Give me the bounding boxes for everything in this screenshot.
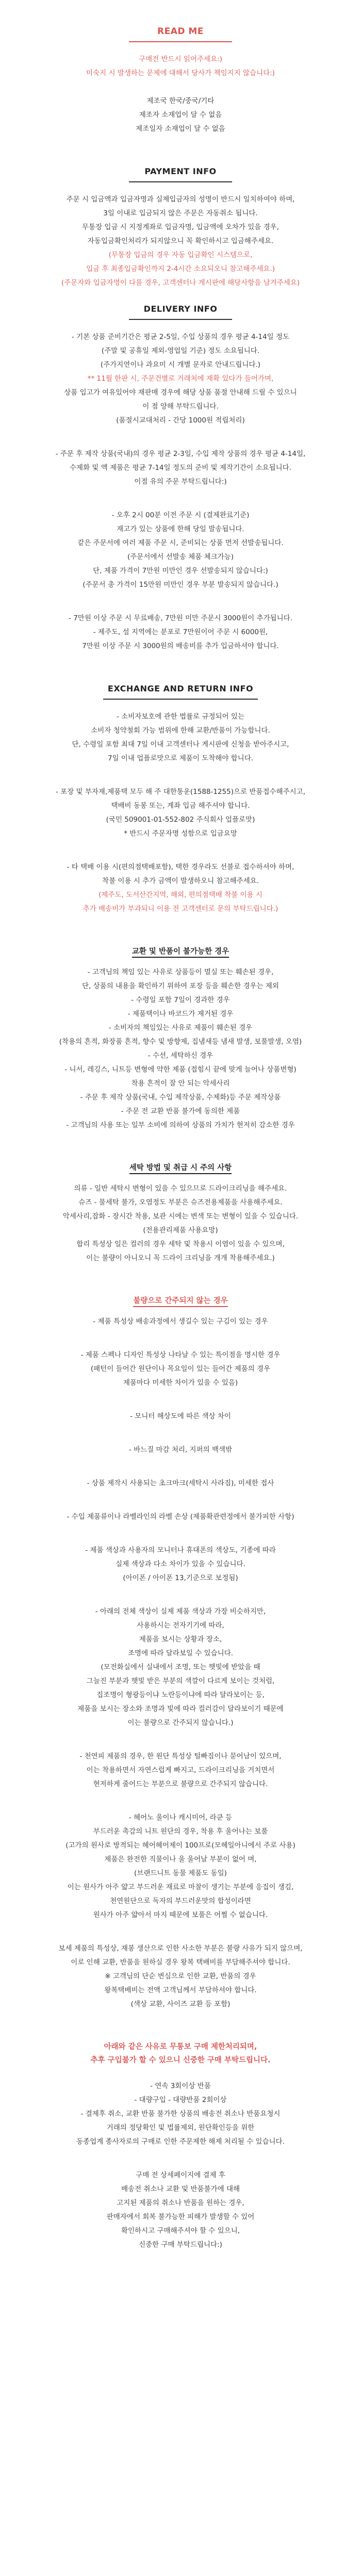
not-defect-block [28, 1544, 333, 1585]
text-line: 상품 입고가 여유있어야 재판매 경우에 해당 상품 품절 안내해 드릴 수 있으니 [64, 388, 297, 397]
not-defect-block [28, 1942, 333, 2011]
text-line: (모전화실에서 실내에서 조명, 또는 햇빛에 받았을 때 [101, 1663, 260, 1671]
payment-underline [129, 181, 232, 182]
delivery-block-4 [28, 612, 333, 653]
exchange-title: EXCHANGE AND RETURN INFO [107, 684, 254, 693]
text-line: 추가 배송비가 부과되니 이용 전 고객센터로 문의 부탁드립니다.) [83, 905, 278, 913]
text-line: 부드러운 촉감의 니트 원단의 경우, 착용 후 울어나는 보풀 [93, 1827, 268, 1836]
text-line: (주문서에서 선발송 체품 체크가능) [127, 553, 234, 561]
text-line: - 천연피 제품의 경우, 한 원단 특성상 털빠짐이나 묻어남이 있으며, [79, 1752, 282, 1760]
text-line: 주문 시 입금액과 입금자명과 실제입금자의 성명이 반드시 일치하여야 하며, [66, 195, 295, 204]
text-line: 배송전 취소나 교환 및 반품불가에 대해 [121, 2185, 240, 2193]
text-line: 착용 흔적이 잘 안 되는 악세사리 [131, 1079, 230, 1088]
text-line: 의류 - 일반 세탁시 변형이 있을 수 있으므로 드라이크리닝을 해주세요. [74, 1184, 287, 1193]
restriction-block-2 [28, 2168, 333, 2252]
text-line: 판매자에서 회복 불가능한 피해가 발생할 수 있어 [106, 2213, 255, 2221]
text-line: 소비자 청약철회 가능 범위에 한해 교환/반품이 가능합니다. [91, 726, 270, 735]
no-return-body [28, 965, 333, 1132]
text-line: 사용하시는 전자기기에 따라, [137, 1621, 224, 1630]
text-line: 제품을 보시는 상황과 장소, [139, 1635, 222, 1643]
not-defect-block [28, 1510, 333, 1524]
restriction-block-1 [28, 2079, 333, 2149]
delivery-block-3 [28, 509, 333, 592]
not-defect-blocks [28, 1315, 333, 2011]
text-line: 같은 주문서에 여러 제품 주문 시, 준비되는 상품 먼저 선발송됩니다. [77, 539, 284, 547]
text-line: 확인하시고 구매해주셔야 할 수 있으니, [121, 2227, 240, 2235]
text-line: * 반드시 주문자명 성함으로 입금요망 [124, 829, 237, 838]
text-line: - 주문 전 교환 반품 불가에 동의한 제품 [121, 1107, 240, 1115]
readme-section [28, 25, 333, 136]
delivery-underline [129, 319, 232, 320]
text-line: 미숙지 시 발생하는 문제에 대해서 당사가 책임지지 않습니다:) [86, 69, 275, 77]
text-line: - 제주도, 섬 지역에는 분포로 7만원이어 주문 시 6000원, [93, 628, 268, 636]
text-line: 자동입금확인처리가 되지않으니 꼭 확인하시고 입금해주세요. [87, 237, 274, 245]
no-return-heading [28, 945, 333, 958]
payment-body [28, 193, 333, 290]
text-line: 집조명이 형광등이냐 노란등이냐에 따라 달라보이는 등, [96, 1691, 265, 1699]
text-line: 고지된 제품의 취소나 반품을 원하는 경우, [117, 2199, 244, 2207]
exchange-section [28, 682, 333, 916]
text-line: - 제품택이나 바코드가 제거된 경우 [127, 1010, 234, 1018]
text-line: - 주문 후 제작 상품(국내)의 경우 평균 2-3일, 수입 제작 상품의 경우 평균 4-14일, [55, 450, 306, 458]
text-line: - 제품 스펙나 디자인 특성상 나타날 수 있는 특이점을 명시한 경우 [80, 1351, 281, 1359]
text-line: 이로 인해 교환, 반품을 원하실 경우 왕복 택배비를 부담해주셔야 합니다. [71, 1958, 290, 1967]
wash-section [28, 1161, 333, 1265]
not-defect-block [28, 1750, 333, 1791]
text-line: 이는 불량이 아니오니 꼭 드라이 크리닝을 개개 착용해주세요.) [86, 1254, 275, 1262]
text-line: 보세 제품의 특성상, 재봉 생산으로 인한 사소한 부분은 불량 사유가 되지 않으며, [58, 1944, 303, 1953]
no-return-title: 교환 및 반품이 불가능한 경우 [132, 947, 229, 958]
not-defect-block [28, 1811, 333, 1922]
text-line: 신중한 구매 부탁드립니다:) [139, 2241, 222, 2249]
text-line: 7일 이내 업플로맛으로 제품이 도착해야 합니다. [107, 754, 254, 762]
text-line: 원사가 아주 얇아서 마지 때문에 보풀은 어쩔 수 없습니다. [93, 1911, 268, 1919]
delivery-block-1 [28, 330, 333, 428]
wash-title: 세탁 방법 및 취급 시 주의 사항 [129, 1164, 232, 1174]
text-line: 이점 유의 주문 부탁드립니다:) [134, 478, 227, 486]
not-defect-block [28, 1477, 333, 1490]
delivery-heading [28, 302, 333, 323]
text-line: - 수선, 세탁하신 경우 [147, 1052, 214, 1060]
text-line: 3일 이내로 입금되지 않은 주문은 자동취소 됩니다. [103, 209, 258, 217]
restriction-title-line-1: 아래와 같은 사유로 무통보 구매 제한처리되며, [104, 2043, 257, 2051]
text-line: (품절시교대처리 - 간당 1000원 적립처리) [116, 416, 245, 425]
restriction-title-line-2: 추후 구입불가 할 수 있으니 신중한 구매 부탁드립니다. [90, 2056, 271, 2064]
text-line: 이 점 양해 부탁드립니다. [142, 402, 219, 411]
text-line: 제품을 보시는 장소와 조명과 빛에 따라 컬러감이 달라보이기 때문에 [77, 1705, 284, 1713]
text-line: - 소비자의 책임있는 사유로 제품이 훼손된 경우 [108, 1024, 253, 1032]
payment-title: PAYMENT INFO [144, 166, 217, 176]
text-line: - 바느질 마감 처리, 지퍼의 백색밖 [128, 1446, 233, 1454]
not-defect-heading [28, 1294, 333, 1308]
text-line: 거래의 정당확인 및 법률제외, 원단확인등을 위한 [106, 2124, 255, 2132]
text-line: (브랜드니트 동물 제품도 동일) [134, 1869, 227, 1877]
text-line: 수제화 및 액 제품은 평균 7-14일 정도의 준비 및 제작기간이 소요됩니다. [70, 464, 291, 472]
readme-underline [129, 41, 232, 42]
text-line: - 소비자보호에 관한 법률로 규정되어 있는 [116, 713, 245, 721]
text-line: - 상품 제작시 사용되는 초크마크(세탁시 사라짐), 미세한 접사 [87, 1479, 274, 1487]
text-line: (주말 및 공휴일 제외-영업일 기준) 정도 소요됩니다. [101, 347, 260, 355]
text-line: ※ 고객님의 단순 변심으로 인한 교환, 반품의 경우 [105, 1972, 256, 1980]
text-line: 착불 이용 시 추가 금액이 발생하오니 참고해주세요. [102, 877, 259, 885]
text-line: ** 11월 한판 시, 주문건별로 거래처에 재확 있다가 들어가며, [87, 375, 274, 383]
text-line: (색상 교환, 사이즈 교환 등 포함) [130, 2000, 231, 2008]
text-line [28, 80, 333, 94]
text-line: - 모니터 해상도에 따른 색상 차이 [130, 1412, 231, 1420]
text-line: - 제품 특성상 배송과정에서 생길수 있는 구김이 있는 경우 [93, 1317, 268, 1326]
text-line: - 니서, 레깅스, 니트등 변형에 약한 제품 (접힘시 끝에 맞게 늘어나 상품변형) [64, 1065, 297, 1074]
exchange-heading [28, 682, 333, 703]
text-line: 제조자 소재업이 달 수 없음 [139, 111, 222, 119]
text-line: (아이폰 / 아이폰 13,기준으로 보정됨) [123, 1574, 238, 1582]
text-line: (국민 509001-01-552-802 주식회사 업플로맛) [106, 816, 255, 824]
delivery-block-2 [28, 447, 333, 489]
wash-body [28, 1182, 333, 1265]
text-line: 제품은 완전한 직물이나 울 울어날 부분이 없어 며, [104, 1855, 257, 1863]
text-line: 슈즈 - 물세탁 불가, 오염정도 부분은 슈즈전용제품을 사용해주세요. [78, 1198, 283, 1207]
text-line: (주가지연이나 과요미 시 개별 문자로 안내드립니다.) [100, 361, 261, 369]
wash-heading [28, 1161, 333, 1175]
text-line: - 기본 상품 준비기간은 평균 2-5일, 수입 상품의 경우 평균 4-14일 정도 [71, 333, 290, 341]
text-line: (고가의 원사로 방적되는 헤어헤어제이 100프로(모헤일아니에서 주로 사용) [65, 1841, 296, 1850]
text-line: - 아래의 전체 색상이 실제 제품 색상과 가장 비슷하지만, [95, 1607, 266, 1616]
not-defect-block [28, 1315, 333, 1329]
text-line: 택배비 동봉 또는, 계좌 입금 해주셔야 합니다. [111, 802, 250, 810]
text-line: - 포장 및 부자재,제품택 모두 해 주 대한통운(1588-1255)으로 반품접수해주시고, [55, 788, 305, 796]
text-line: 단, 제품 가격이 7만원 미만인 경우 선발송되지 않습니다:) [93, 567, 268, 575]
text-line: - 타 택배 이용 시(편의점택배포함), 택한 경우라도 선불로 접수하셔야 하며, [67, 863, 294, 871]
text-line: 무통장 입금 시 지정계좌로 입금자명, 입금액에 오차가 있을 경우, [82, 223, 279, 231]
no-return-section [28, 945, 333, 1132]
text-line: 제조국 한국/중국/기타 [146, 97, 215, 105]
text-line: (주문자와 입금자명이 다를 경우, 고객센터나 게시판에 해당사항을 남겨주세요) [61, 279, 300, 287]
payment-heading [28, 165, 333, 185]
text-line: - 연속 3회이상 반품 [150, 2082, 211, 2090]
text-line: - 고객님의 사용 또는 일부 소비에 의하여 상품의 가치가 현저히 감소한 경우 [66, 1121, 295, 1129]
not-defect-section [28, 1294, 333, 2011]
text-line: (주문서 총 가격이 15만원 미만인 경우 부분 발송되지 않습니다.) [83, 581, 278, 589]
text-line: 구매전 반드시 읽어주세요:) [139, 55, 222, 63]
text-line: 제품마다 미세한 차이가 있을 수 있음) [123, 1379, 238, 1387]
readme-title: READ ME [157, 26, 204, 37]
not-defect-block [28, 1348, 333, 1390]
not-defect-block [28, 1410, 333, 1423]
text-line: 악세사리,잡화 - 장시간 착용, 보관 시에는 변색 또는 변형이 있을 수 있습니다. [62, 1212, 299, 1221]
text-line: 동종업계 종사자로의 구매로 인한 주문제한 해제 처리될 수 있습니다. [76, 2138, 285, 2146]
text-line: 현저하게 줄어드는 부분으로 불량으로 간주되지 않습니다. [93, 1780, 268, 1788]
text-line: - 7만원 이상 주문 시 무료배송, 7만원 미만 주문시 3000원이 추가됩니다. [69, 614, 292, 622]
text-line: 그늘진 부분과 햇빛 받은 부분의 색깔이 다르게 보이는 것처럼, [86, 1677, 275, 1685]
text-line: (착용의 흔적, 화장품 흔적, 향수 및 방향제, 집냄새등 냄새 발생, 보풀발생, 오염) [59, 1038, 302, 1046]
exchange-block-2 [28, 785, 333, 841]
delivery-section [28, 302, 333, 653]
restriction-section [28, 2040, 333, 2252]
exchange-block-1 [28, 710, 333, 766]
text-line: - 대량구입 - 대량반품 2회이상 [134, 2096, 227, 2104]
text-line: 이는 불량으로 간주되지 않습니다.) [127, 1719, 234, 1727]
text-line: (무통장 입금의 경우 자동 입금확인 시스템으로, [108, 251, 253, 259]
text-line: - 주문 후 제작 상품(국내, 수입 제작상품, 수제화)등 주문 제작상품 [80, 1093, 281, 1101]
text-line: - 제품 색상과 사용자의 모니터나 휴대폰의 색상도, 기종에 따라 [85, 1546, 276, 1554]
text-line: 7만원 이상 주문 시 3000원의 배송비를 추가 입금하셔야 합니다. [82, 642, 279, 650]
text-line: 재고가 있는 상품에 한해 당일 발송됩니다. [117, 525, 244, 533]
text-line: 합리 특성상 일은 컬러의 경우 세탁 및 착용시 이염이 있을 수 있으며, [76, 1240, 285, 1248]
text-line: 이는 착용하면서 자연스럽게 빠지고, 드라이크리닝을 거치면서 [86, 1766, 275, 1774]
readme-heading [28, 25, 333, 45]
not-defect-title: 불량으로 간주되지 않는 경우 [133, 1297, 227, 1307]
text-line: 실제 색상과 다소 차이가 있을 수 있습니다. [116, 1560, 245, 1568]
not-defect-block [28, 1605, 333, 1730]
exchange-block-3 [28, 860, 333, 916]
text-line: - 수령일 포함 7일이 경과한 경우 [131, 996, 230, 1004]
text-line: (패턴이 들어간 원단이나 목요일이 있는 들어간 제품의 경우 [90, 1365, 271, 1373]
text-line: 입금 후 최종입금확인까지 2-4시간 소요되오니 참고해주세요.) [86, 265, 275, 273]
text-line: - 오후 2시 00분 이전 주문 시 (결제완료기준) [111, 511, 250, 519]
restriction-heading [28, 2040, 333, 2067]
text-line: 왕복택배비는 전액 고객님께서 부담하셔야 합니다. [104, 1986, 257, 1994]
delivery-title: DELIVERY INFO [143, 304, 218, 314]
text-line: (전용관리제품 사용요망) [143, 1226, 218, 1234]
text-line: 단, 상품의 내용을 확인하기 위하여 포장 등을 훼손한 경우는 제외 [82, 982, 279, 990]
text-line: 조명에 따라 달라보일 수 있습니다. [127, 1649, 234, 1657]
text-line: (제주도, 도서산간지역, 해외, 편의점택배 착불 이용 시 [99, 891, 262, 899]
text-line: - 결제후 취소, 교환 반품 불가한 상품의 배송전 취소나 반품요청시 [80, 2110, 281, 2118]
payment-section [28, 165, 333, 290]
text-line: - 고객님의 책임 있는 사유로 상품등이 멸실 또는 훼손된 경우, [87, 968, 274, 976]
text-line: - 헤어노 울이나 캐시미어, 라쿤 등 [128, 1814, 233, 1822]
exchange-underline [103, 699, 258, 700]
text-line: 제조일자 소재업이 달 수 없음 [136, 125, 225, 133]
not-defect-block [28, 1443, 333, 1457]
text-line: 이는 원사가 아주 얇고 부드러운 재료로 마찰이 생기는 부분에 응집이 생김, [67, 1883, 294, 1891]
text-line: 구매 전 상세페이지에 결제 후 [136, 2171, 225, 2179]
text-line: - 수입 제품류이나 라벨라인의 라벨 손상 (제품확관련정에서 불가피한 사항) [67, 1513, 294, 1521]
text-line: 단, 수령일 포함 최대 7일 이내 고객센터나 게시판에 신청을 받아주시고, [72, 740, 289, 749]
readme-body [28, 53, 333, 136]
text-line: 천연원단으로 독자의 부드러운맛의 합성이라면 [110, 1897, 251, 1905]
